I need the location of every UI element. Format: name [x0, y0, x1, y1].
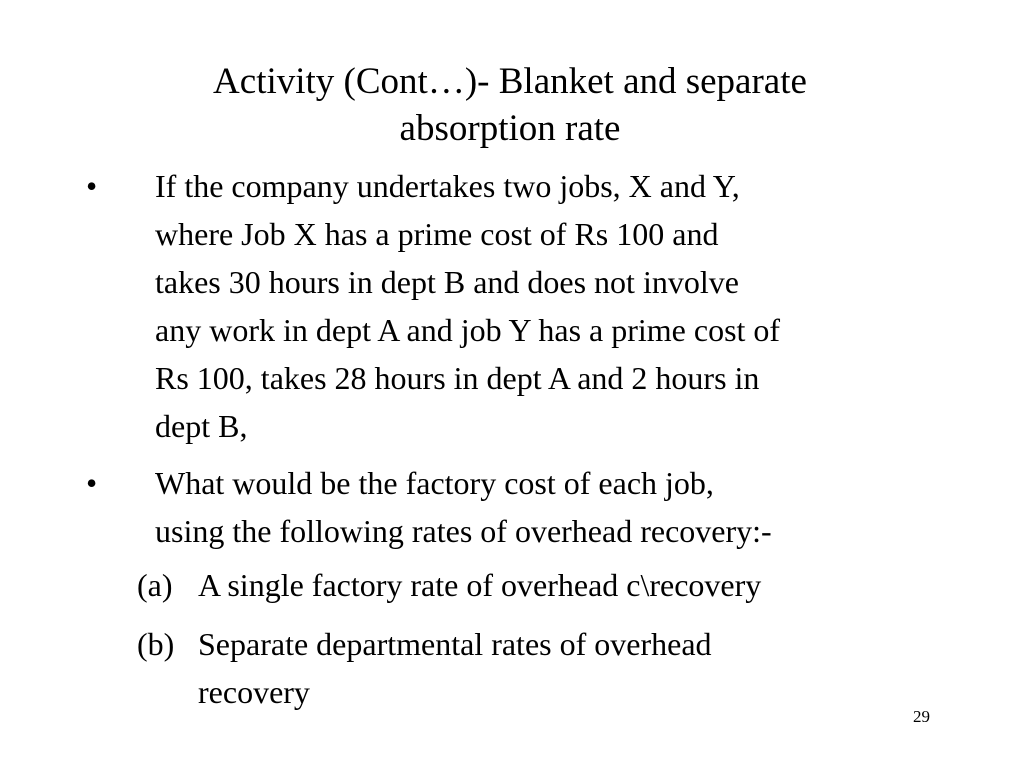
- sub-item-text: [198, 620, 958, 716]
- bullet-line: What would be the factory cost of each job,: [155, 465, 714, 501]
- title-line: Activity (Cont…)- Blanket and separate: [213, 61, 807, 102]
- bullet-line: dept B,: [155, 408, 248, 444]
- sub-item-marker: (a): [137, 567, 173, 603]
- bullet-line: using the following rates of overhead recovery:-: [155, 513, 772, 549]
- bullet-line: If the company undertakes two jobs, X and Y,: [155, 168, 740, 204]
- bullet-line: takes 30 hours in dept B and does not involve: [155, 264, 739, 300]
- sub-item-marker: (b): [137, 626, 175, 662]
- bullet-line: Rs 100, takes 28 hours in dept A and 2 hours in: [155, 360, 760, 396]
- bullet-marker: •: [86, 465, 98, 501]
- title-line: absorption rate: [399, 108, 621, 149]
- bullet-line: any work in dept A and job Y has a prime cost of: [155, 312, 781, 348]
- bullet-line: where Job X has a prime cost of Rs 100 and: [155, 216, 719, 252]
- page-number: 29: [913, 707, 930, 726]
- sub-item-line: recovery: [198, 674, 310, 710]
- bullet-text: [155, 459, 945, 555]
- sub-item-text: [198, 561, 958, 609]
- bullet-text: [155, 162, 945, 450]
- sub-item-line: Separate departmental rates of overhead: [198, 626, 712, 662]
- sub-item-line: A single factory rate of overhead c\recovery: [198, 567, 762, 603]
- bullet-marker: •: [86, 168, 98, 204]
